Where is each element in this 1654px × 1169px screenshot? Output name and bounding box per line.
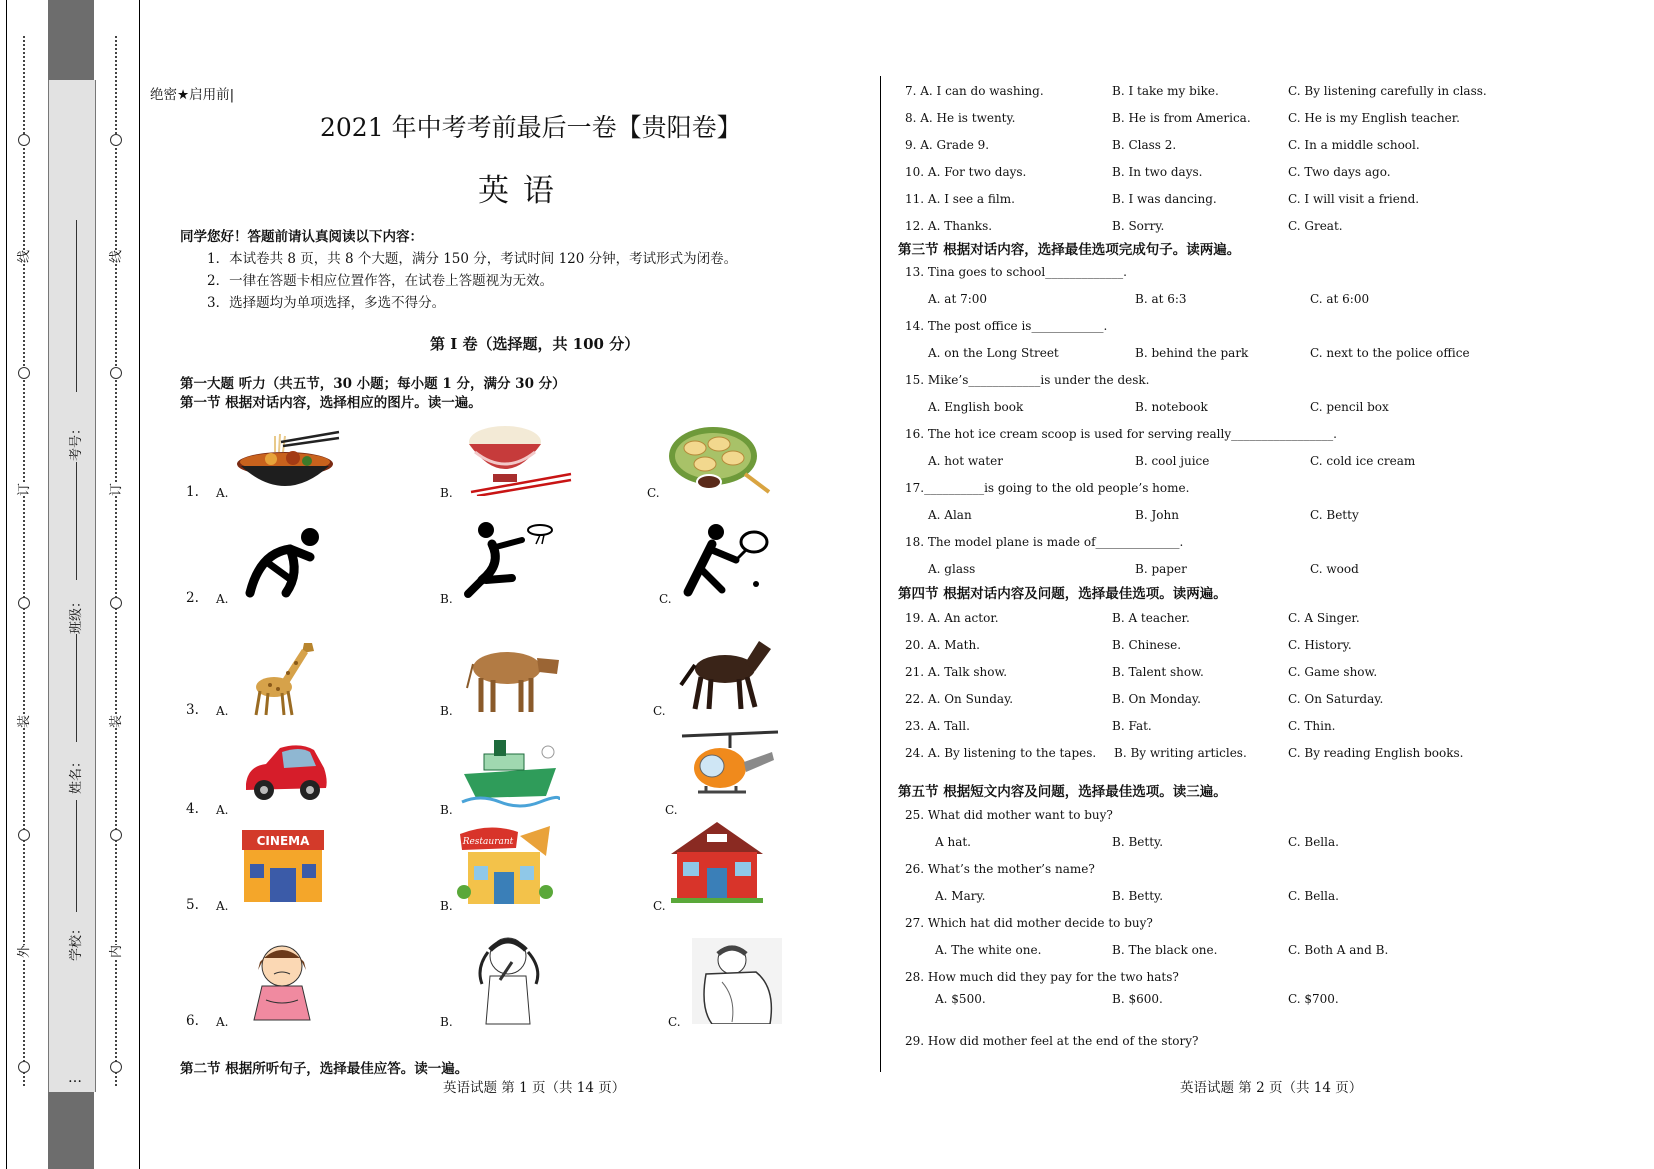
outer-cut-line: [23, 36, 25, 1086]
number-field-line[interactable]: [76, 220, 77, 392]
question-21: 21. A. Talk show.: [905, 665, 1008, 679]
noodle-bowl-picture: [235, 428, 341, 494]
binding-dark-bottom: [48, 1092, 94, 1169]
school-label: 学校：: [69, 921, 85, 962]
rice-bowl-picture: [463, 424, 573, 496]
notice-heading: 同学您好！答题前请认真阅读以下内容：: [180, 229, 423, 245]
option-label: A.: [216, 704, 229, 718]
option-a: A. English book: [928, 400, 1024, 414]
class-label: 班级：: [69, 594, 85, 635]
option-c: C. Two days ago.: [1288, 165, 1391, 179]
ship-picture: [460, 730, 560, 808]
question-17: 17.__________is going to the old people’s home.: [905, 481, 1190, 495]
question-number: 5.: [186, 897, 199, 913]
option-a: A. $500.: [935, 992, 986, 1006]
page2-footer: 英语试题 第 2 页（共 14 页）: [1180, 1080, 1363, 1096]
question-20: 20. A. Math.: [905, 638, 980, 652]
option-b: B. Sorry.: [1112, 219, 1165, 233]
cinema-picture: [238, 824, 328, 904]
outer-mark-zhuang: 装: [13, 715, 32, 728]
question-24: 24. A. By listening to the tapes.: [905, 746, 1097, 760]
school-field-line[interactable]: [76, 800, 77, 912]
inner-mark-ding: 订: [105, 483, 124, 496]
secret-mark: 绝密★启用前|: [150, 87, 235, 103]
option-c: C. By listening carefully in class.: [1288, 84, 1487, 98]
tennis-pictogram: [678, 520, 774, 602]
option-b: B. In two days.: [1112, 165, 1203, 179]
question-14: 14. The post office is____________.: [905, 319, 1108, 333]
listening-section-heading: 第一大题 听力（共五节，30 小题；每小题 1 分，满分 30 分）: [180, 376, 566, 392]
option-c: C. In a middle school.: [1288, 138, 1420, 152]
option-label: A.: [216, 803, 229, 817]
option-b: B. Fat.: [1112, 719, 1152, 733]
binding-hole: [110, 1061, 122, 1073]
inner-mark-nei: 内: [105, 945, 124, 958]
option-c: C. By reading English books.: [1288, 746, 1464, 760]
option-b: B. John: [1135, 508, 1179, 522]
cow-picture: [463, 640, 563, 716]
restaurant-sign: Restaurant: [462, 837, 514, 847]
listening-sub1-heading: 第一节 根据对话内容，选择相应的图片。读一遍。: [180, 395, 482, 411]
notice-item: 2．一律在答题卡相应位置作答，在试卷上答题视为无效。: [207, 273, 554, 289]
option-b: B. Class 2.: [1112, 138, 1177, 152]
option-c: C. Bella.: [1288, 889, 1339, 903]
class-field-line[interactable]: [76, 462, 77, 580]
binding-hole: [18, 597, 30, 609]
option-c: C. On Saturday.: [1288, 692, 1384, 706]
stomachache-girl-picture: [240, 940, 324, 1030]
option-b: B. $600.: [1112, 992, 1163, 1006]
option-b: B. I take my bike.: [1112, 84, 1219, 98]
option-label: A.: [216, 899, 229, 913]
option-label: C.: [653, 704, 666, 718]
option-c: C. History.: [1288, 638, 1352, 652]
car-picture: [240, 740, 330, 810]
option-b: B. He is from America.: [1112, 111, 1251, 125]
outer-mark-wai: 外: [13, 945, 32, 958]
binding-dark-top: [48, 0, 94, 80]
name-field-line[interactable]: [76, 634, 77, 742]
option-label: C.: [668, 1015, 681, 1029]
binding-hole: [18, 1061, 30, 1073]
option-b: B. notebook: [1135, 400, 1208, 414]
question-number: 1.: [186, 484, 199, 500]
part1-heading: 第 I 卷（选择题，共 100 分）: [430, 335, 640, 353]
question-19: 19. A. An actor.: [905, 611, 999, 625]
binding-hole: [18, 367, 30, 379]
option-b: B. A teacher.: [1112, 611, 1190, 625]
option-c: C. wood: [1310, 562, 1359, 576]
option-b: B. cool juice: [1135, 454, 1210, 468]
section4-heading: 第四节 根据对话内容及问题，选择最佳选项。读两遍。: [898, 586, 1227, 602]
page-divider: [880, 76, 881, 1072]
toothache-girl-picture: [466, 928, 550, 1028]
option-a: A. at 7:00: [928, 292, 988, 306]
option-label: B.: [440, 486, 453, 500]
option-a: A. on the Long Street: [928, 346, 1059, 360]
horse-picture: [675, 635, 775, 715]
subject-title: 英 语: [478, 173, 556, 209]
binding-hole: [18, 134, 30, 146]
option-b: B. On Monday.: [1112, 692, 1201, 706]
option-label: A.: [216, 592, 229, 606]
question-28: 28. How much did they pay for the two hats?: [905, 970, 1179, 984]
cinema-sign: CINEMA: [256, 834, 310, 848]
option-label: B.: [440, 899, 453, 913]
option-label: A.: [216, 1015, 229, 1029]
exam-title: 2021 年中考考前最后一卷【贵阳卷】: [320, 113, 742, 142]
binding-dots: …: [68, 1070, 82, 1086]
question-26: 26. What’s the mother’s name?: [905, 862, 1095, 876]
name-label: 姓名：: [69, 754, 85, 795]
question-7: 7. A. I can do washing.: [905, 84, 1044, 98]
option-c: C. Betty: [1310, 508, 1359, 522]
binding-hole: [110, 829, 122, 841]
school-building-picture: [667, 820, 767, 904]
question-13: 13. Tina goes to school_____________.: [905, 265, 1127, 279]
cold-boy-picture: [692, 938, 782, 1024]
page1-footer: 英语试题 第 1 页（共 14 页）: [443, 1080, 626, 1096]
option-a: A. Alan: [928, 508, 972, 522]
number-label: 考号：: [69, 421, 85, 462]
option-label: B.: [440, 592, 453, 606]
option-c: C. $700.: [1288, 992, 1339, 1006]
option-c: C. Thin.: [1288, 719, 1336, 733]
option-b: B. paper: [1135, 562, 1187, 576]
restaurant-picture: [456, 822, 554, 906]
option-b: B. I was dancing.: [1112, 192, 1217, 206]
question-29: 29. How did mother feel at the end of the story?: [905, 1034, 1199, 1048]
option-c: C. I will visit a friend.: [1288, 192, 1420, 206]
binding-hole: [110, 367, 122, 379]
option-b: B. at 6:3: [1135, 292, 1187, 306]
basketball-pictogram: [462, 520, 558, 602]
option-c: C. Both A and B.: [1288, 943, 1389, 957]
giraffe-picture: [240, 637, 326, 717]
section5-heading: 第五节 根据短文内容及问题，选择最佳选项。读三遍。: [898, 784, 1227, 800]
inner-cut-line: [115, 36, 117, 1086]
outer-mark-ding: 订: [13, 483, 32, 496]
option-a: A. The white one.: [935, 943, 1042, 957]
option-c: C. Game show.: [1288, 665, 1378, 679]
question-number: 2.: [186, 590, 199, 606]
notice-item: 1．本试卷共 8 页，共 8 个大题，满分 150 分，考试时间 120 分钟，考试形式为闭卷。: [207, 251, 738, 267]
option-label: A.: [216, 486, 229, 500]
option-a: A hat.: [935, 835, 971, 849]
question-8: 8. A. He is twenty.: [905, 111, 1016, 125]
option-b: B. Talent show.: [1112, 665, 1204, 679]
listening-sub2-heading: 第二节 根据所听句子，选择最佳应答。读一遍。: [180, 1061, 469, 1077]
question-22: 22. A. On Sunday.: [905, 692, 1014, 706]
question-12: 12. A. Thanks.: [905, 219, 993, 233]
question-number: 6.: [186, 1013, 199, 1029]
notice-item: 3．选择题均为单项选择，多选不得分。: [207, 295, 446, 311]
question-23: 23. A. Tall.: [905, 719, 970, 733]
binding-hole: [18, 829, 30, 841]
option-c: C. Great.: [1288, 219, 1343, 233]
question-16: 16. The hot ice cream scoop is used for serving really_________________.: [905, 427, 1337, 441]
option-c: C. cold ice cream: [1310, 454, 1416, 468]
section3-heading: 第三节 根据对话内容，选择最佳选项完成句子。读两遍。: [898, 242, 1241, 258]
binding-hole: [110, 134, 122, 146]
option-b: B. behind the park: [1135, 346, 1249, 360]
option-label: C.: [665, 803, 678, 817]
option-c: C. A Singer.: [1288, 611, 1360, 625]
helicopter-picture: [680, 728, 780, 806]
option-b: B. Betty.: [1112, 889, 1164, 903]
question-number: 4.: [186, 801, 199, 817]
option-label: B.: [440, 704, 453, 718]
question-number: 3.: [186, 702, 199, 718]
option-a: A. hot water: [928, 454, 1003, 468]
option-b: B. Betty.: [1112, 835, 1164, 849]
option-c: C. at 6:00: [1310, 292, 1370, 306]
option-c: C. next to the police office: [1310, 346, 1470, 360]
option-c: C. He is my English teacher.: [1288, 111, 1460, 125]
option-label: C.: [653, 899, 666, 913]
option-a: A. Mary.: [935, 889, 986, 903]
option-b: B. Chinese.: [1112, 638, 1182, 652]
option-label: C.: [659, 592, 672, 606]
binding-hole: [110, 597, 122, 609]
option-b: B. By writing articles.: [1114, 746, 1247, 760]
option-label: B.: [440, 803, 453, 817]
outer-mark-xian: 线: [13, 250, 32, 263]
option-c: C. pencil box: [1310, 400, 1389, 414]
question-15: 15. Mike’s____________is under the desk.: [905, 373, 1150, 387]
option-c: C. Bella.: [1288, 835, 1339, 849]
option-a: A. glass: [928, 562, 976, 576]
question-9: 9. A. Grade 9.: [905, 138, 990, 152]
option-label: C.: [647, 486, 660, 500]
question-11: 11. A. I see a film.: [905, 192, 1015, 206]
volleyball-pictogram: [240, 523, 326, 601]
option-label: B.: [440, 1015, 453, 1029]
question-25: 25. What did mother want to buy?: [905, 808, 1113, 822]
question-27: 27. Which hat did mother decide to buy?: [905, 916, 1153, 930]
inner-mark-xian: 线: [105, 250, 124, 263]
dumplings-plate-picture: [667, 424, 773, 494]
question-18: 18. The model plane is made of______________.: [905, 535, 1184, 549]
question-10: 10. A. For two days.: [905, 165, 1027, 179]
option-b: B. The black one.: [1112, 943, 1218, 957]
inner-mark-zhuang: 装: [105, 715, 124, 728]
